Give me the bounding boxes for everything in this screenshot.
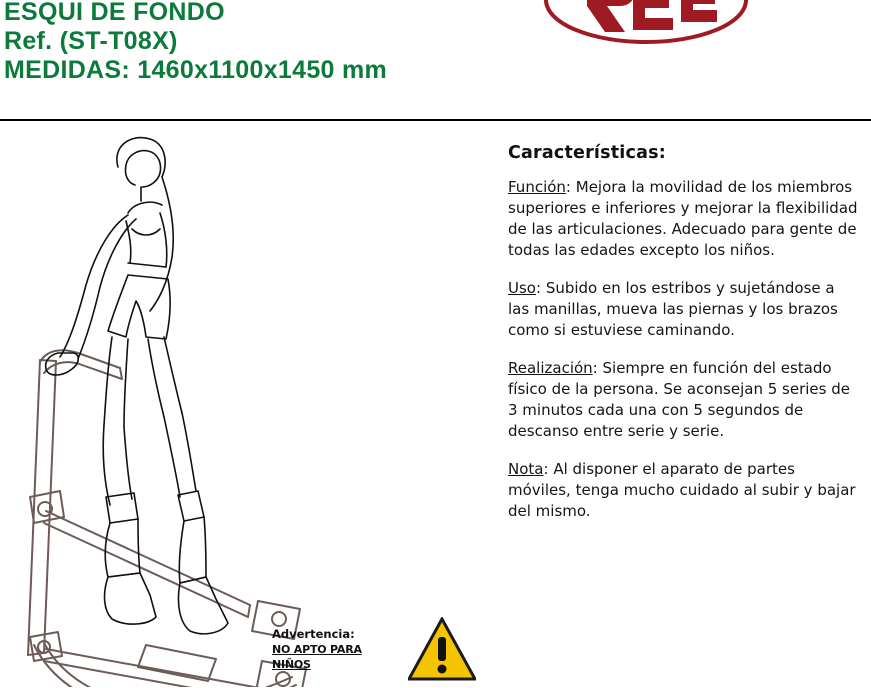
warning-triangle-icon [408, 617, 476, 683]
product-reference: Ref. (ST-T08X) [4, 27, 178, 55]
warning-label: Advertencia: [272, 627, 355, 641]
features-section [508, 143, 858, 539]
content-area [0, 125, 871, 687]
feature-text-funcion: Mejora la movilidad de los miembros superiores e inferiores y mejorar la flexibilidad de las articulaciones. Adecuado para gente de todas las edades excepto los niños. [508, 178, 858, 259]
title-block [4, 0, 387, 85]
warning-message: NO APTO PARA NIÑOS [272, 643, 362, 671]
feature-label-uso: Uso [508, 279, 536, 297]
features-heading: Características: [508, 143, 666, 163]
feature-paragraph-realizacion [508, 358, 858, 442]
feature-text-nota: Al disponer el aparato de partes móviles, tenga mucho cuidado al subir y bajar del mismo. [508, 460, 856, 520]
feature-label-nota: Nota [508, 460, 544, 478]
feature-paragraph-nota [508, 459, 858, 522]
feature-text-uso: Subido en los estribos y sujetándose a las manillas, mueva las piernas y los brazos como si estuviese caminando. [508, 279, 838, 339]
header-divider [0, 119, 871, 121]
feature-label-funcion: Función [508, 178, 566, 196]
feature-label-realizacion: Realización [508, 359, 593, 377]
feature-separator-uso: : [535, 279, 546, 297]
feature-separator-realizacion: : [592, 359, 603, 377]
feature-paragraph-uso [508, 278, 858, 341]
feature-paragraph-funcion [508, 177, 858, 261]
warning-block [272, 623, 472, 687]
product-title: ESQUI DE FONDO [4, 0, 225, 26]
product-measures: MEDIDAS: 1460x1100x1450 mm [4, 56, 388, 84]
feature-separator-nota: : [543, 460, 554, 478]
feature-text-realizacion: Siempre en función del estado físico de la persona. Se aconsejan 5 series de 3 minutos cada una con 5 segundos de descanso entre serie y serie. [508, 359, 850, 440]
company-logo [541, 0, 751, 56]
page-header [0, 0, 871, 112]
illustration [0, 125, 470, 687]
feature-separator-funcion: : [565, 178, 576, 196]
warning-text [272, 627, 404, 672]
